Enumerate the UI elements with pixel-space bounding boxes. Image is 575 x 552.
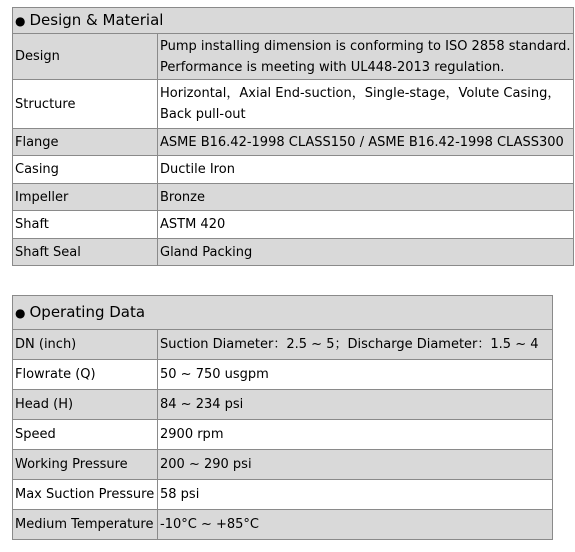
row-value: Gland Packing [158,239,574,266]
row-value: Horizontal，Axial End-suction，Single-stage，Volute Casing， Back pull-out [158,80,574,129]
row-value: Pump installing dimension is conforming to ISO 2858 standard. Performance is meeting with UL448-2013 regulation. [158,34,574,80]
row-label: Speed [13,420,158,450]
row-value: 58 psi [158,480,553,510]
table-row [13,450,553,480]
operating-data-table [12,295,553,540]
row-label: Working Pressure [13,450,158,480]
row-value: 2900 rpm [158,420,553,450]
row-label: Medium Temperature [13,510,158,540]
table-row [13,156,574,184]
row-label: Flange [13,129,158,156]
row-label: Impeller [13,184,158,211]
table-row [13,330,553,360]
section-header [13,8,574,34]
row-label: Shaft Seal [13,239,158,266]
row-value: Bronze [158,184,574,211]
table-row [13,480,553,510]
row-label: Max Suction Pressure [13,480,158,510]
table-row [13,510,553,540]
table-row [13,360,553,390]
row-label: Shaft [13,211,158,239]
row-value: ASTM 420 [158,211,574,239]
row-label: Casing [13,156,158,184]
row-label: Structure [13,80,158,129]
table-row [13,80,574,129]
row-value: -10°C ~ +85°C [158,510,553,540]
table-row [13,184,574,211]
bullet-icon: ● [15,13,26,28]
row-label: DN (inch) [13,330,158,360]
bullet-icon: ● [15,305,26,320]
table-row [13,129,574,156]
table-row [13,239,574,266]
row-value: Ductile Iron [158,156,574,184]
table-row [13,420,553,450]
row-label: Design [13,34,158,80]
row-value: 50 ~ 750 usgpm [158,360,553,390]
row-value: 84 ~ 234 psi [158,390,553,420]
row-label: Head (H) [13,390,158,420]
row-value: Suction Diameter：2.5 ~ 5；Discharge Diameter：1.5 ~ 4 [158,330,553,360]
section-title: ● Operating Data [13,296,553,330]
table-row [13,211,574,239]
table-row [13,390,553,420]
row-value: 200 ~ 290 psi [158,450,553,480]
row-value: ASME B16.42-1998 CLASS150 / ASME B16.42-1998 CLASS300 [158,129,574,156]
design-material-table [12,7,574,266]
section-title: ● Design & Material [13,8,574,34]
section-header [13,296,553,330]
table-row [13,34,574,80]
row-label: Flowrate (Q) [13,360,158,390]
